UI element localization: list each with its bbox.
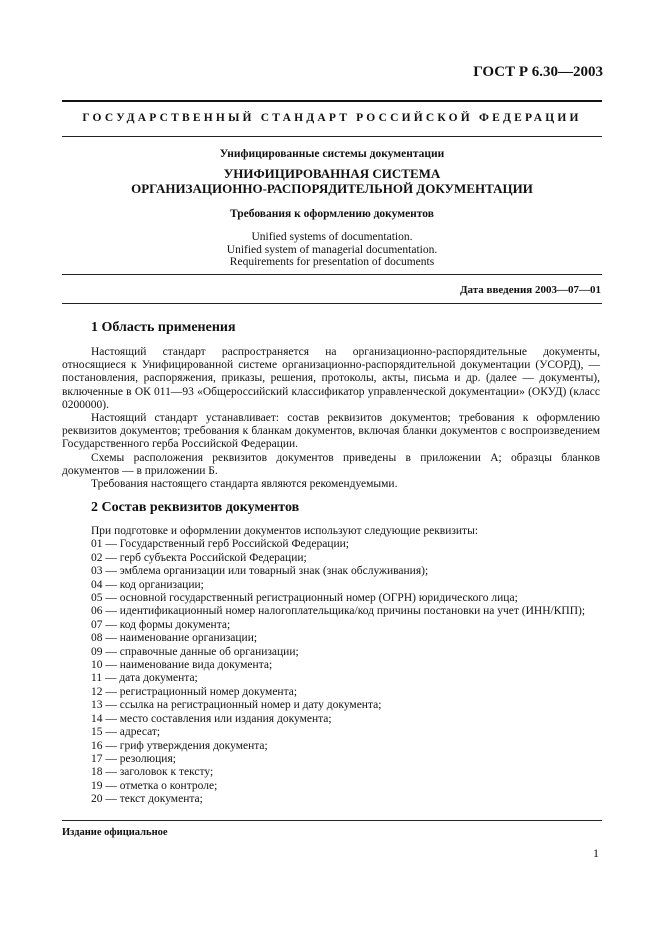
section-1-body (62, 346, 600, 491)
paragraph: Требования настоящего стандарта являются рекомендуемыми. (91, 478, 398, 491)
footer-divider (62, 820, 602, 821)
section-1-heading: 1 Область применения (91, 320, 236, 335)
document-title (62, 166, 602, 196)
list-item: 11 — дата документа; (91, 672, 198, 685)
document-title-line: ОРГАНИЗАЦИОННО-РАСПОРЯДИТЕЛЬНОЙ ДОКУМЕНТАЦИИ (131, 181, 533, 196)
list-item: 05 — основной государственный регистрационный номер (ОГРН) юридического лица; (91, 592, 518, 605)
list-item: 19 — отметка о контроле; (91, 779, 218, 792)
english-title-line: Requirements for presentation of documents (229, 256, 435, 268)
section-divider (62, 303, 602, 304)
list-item: 08 — наименование организации; (91, 632, 258, 645)
list-item: 20 — текст документа; (91, 793, 203, 806)
list-item: 10 — наименование вида документа; (91, 659, 273, 672)
list-item: 18 — заголовок к тексту; (91, 766, 214, 779)
list-item: 07 — код формы документа; (91, 618, 231, 631)
list-item: 03 — эмблема организации или товарный знак (знак обслуживания); (91, 565, 429, 578)
requisites-list (62, 525, 600, 807)
document-number: ГОСТ Р 6.30—2003 (473, 64, 603, 80)
document-title-line: УНИФИЦИРОВАННАЯ СИСТЕМА (223, 166, 441, 181)
english-title (62, 231, 602, 269)
list-item: 06 — идентификационный номер налогоплательщика/код причины постановки на учет (ИНН/КПП); (91, 605, 586, 618)
document-subtitle: Требования к оформлению документов (230, 208, 434, 220)
top-divider (62, 100, 602, 102)
date-divider (62, 274, 602, 275)
series-title: Унифицированные системы документации (219, 148, 445, 160)
list-item: 02 — герб субъекта Российской Федерации; (91, 551, 307, 564)
state-standard-title: ГОСУДАРСТВЕННЫЙ СТАНДАРТ РОССИЙСКОЙ ФЕДЕРАЦИИ (82, 112, 582, 124)
official-edition-note: Издание официальное (62, 827, 168, 838)
english-title-line: Unified systems of documentation. (251, 231, 413, 243)
paragraph: Настоящий стандарт устанавливает: состав реквизитов документов; требования к оформлению реквизитов документов; требования к бланкам документов, включая бланки документов с воспроизведением Государственного герба Российской Федерации. (62, 412, 600, 451)
list-item: 13 — ссылка на регистрационный номер и дату документа; (91, 699, 382, 712)
paragraph: Настоящий стандарт распространяется на организационно-распорядительные документы, относящиеся к Унифицированной системе организационно-распорядительной документации (УСОРД), — постановления, распоряжения, приказы, решения, протоколы, акты, письма и др. (далее — документы), включенные в ОК 011—93 «Общероссийский классификатор управленческой документации» (ОКУД) (класс 0200000). (62, 346, 600, 411)
list-item: 09 — справочные данные об организации; (91, 645, 299, 658)
title-divider (62, 136, 602, 137)
paragraph: Схемы расположения реквизитов документов приведены в приложении А; образцы бланков документов — в приложении Б. (62, 451, 600, 477)
page-number: 1 (593, 846, 599, 860)
list-item: 01 — Государственный герб Российской Федерации; (91, 538, 349, 551)
section-2-heading: 2 Состав реквизитов документов (91, 500, 300, 515)
english-title-line: Unified system of managerial documentation. (226, 243, 438, 256)
list-item: 04 — код организации; (91, 578, 204, 591)
list-item: 15 — адресат; (91, 726, 161, 739)
list-item: 12 — регистрационный номер документа; (91, 685, 298, 698)
introduction-date: Дата введения 2003—07—01 (459, 284, 601, 296)
list-intro: При подготовке и оформлении документов используют следующие реквизиты: (91, 525, 479, 537)
list-item: 17 — резолюция; (91, 752, 176, 765)
list-item: 14 — место составления или издания документа; (91, 712, 332, 725)
list-item: 16 — гриф утверждения документа; (91, 739, 268, 752)
